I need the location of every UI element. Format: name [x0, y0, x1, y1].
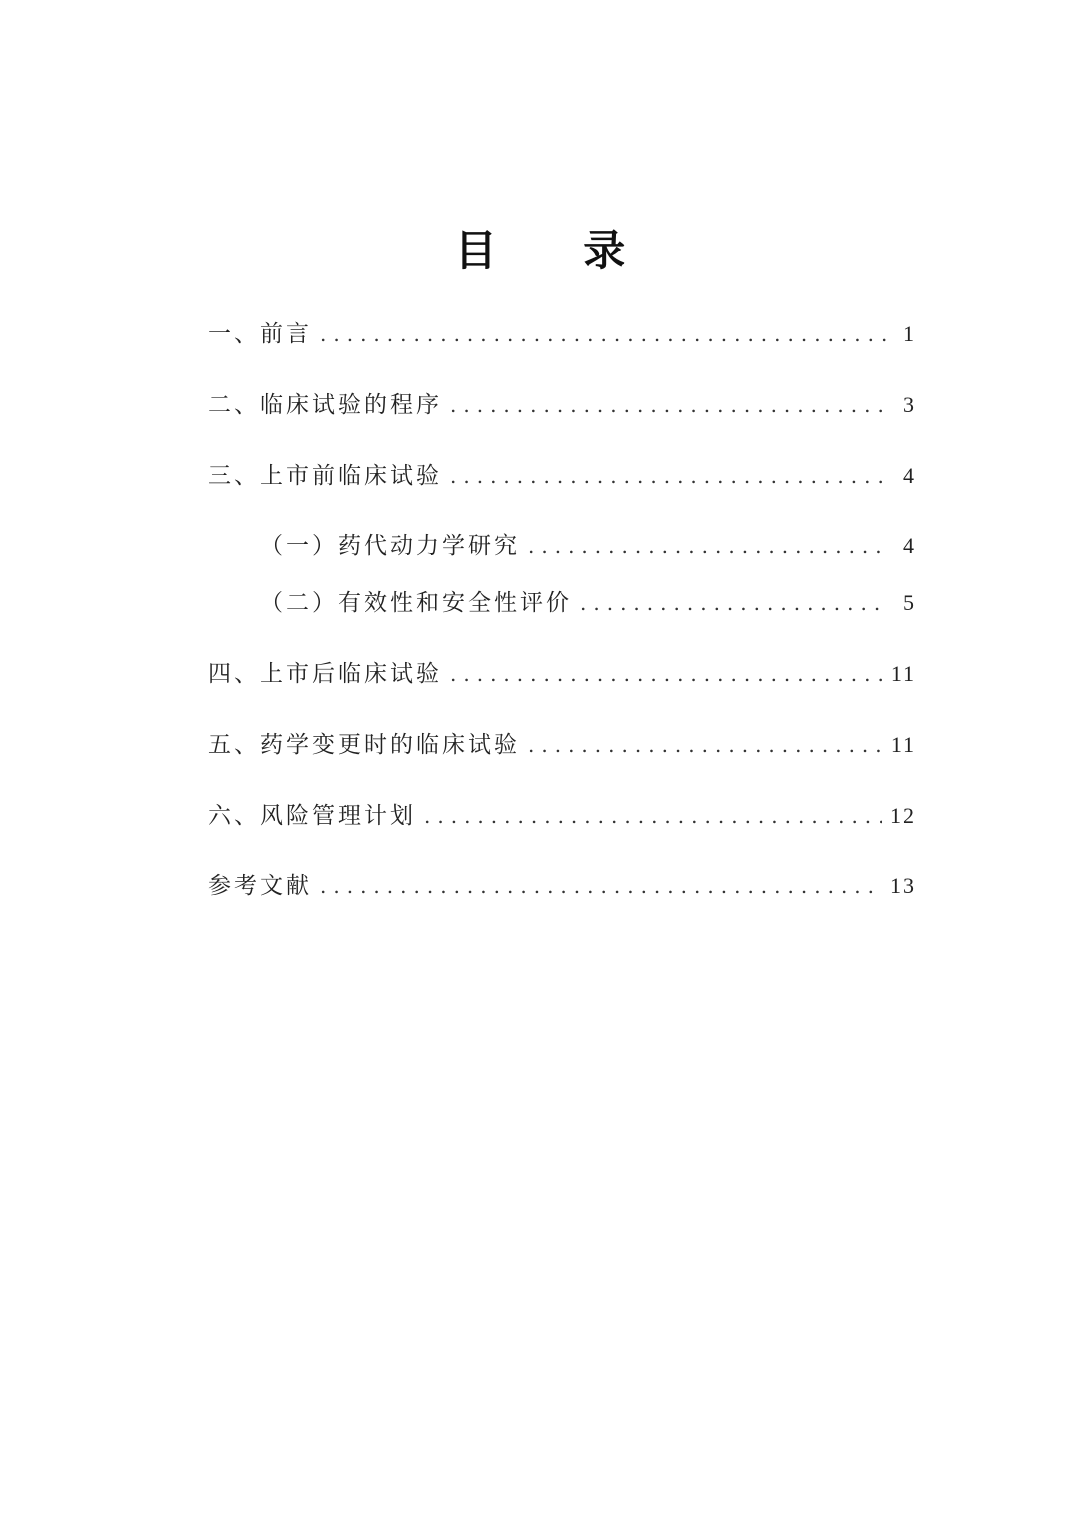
toc-entry-page: 11: [890, 732, 916, 757]
toc-entry-label: 四、上市后临床试验: [208, 661, 442, 687]
toc-leader-dots: [450, 388, 888, 422]
toc-entry[interactable]: [208, 459, 916, 493]
toc-entry[interactable]: [208, 728, 916, 762]
toc-entry[interactable]: [208, 869, 916, 903]
toc-entry-label: （一）药代动力学研究: [260, 533, 520, 559]
toc-entry-page: 4: [903, 463, 916, 488]
toc-entry[interactable]: [208, 799, 916, 833]
toc-leader-dots: [528, 728, 883, 762]
toc-leader-dots: [528, 529, 888, 563]
toc-leader-dots: [450, 657, 883, 691]
toc-leader-dots: [450, 459, 888, 493]
toc-entry-page: 3: [903, 392, 916, 417]
toc-entry-page: 11: [890, 661, 916, 686]
toc-entry[interactable]: [208, 388, 916, 422]
page-title: 目 录: [454, 226, 662, 275]
toc-entry-page: 5: [903, 590, 916, 615]
toc-entry-label: （二）有效性和安全性评价: [260, 590, 572, 616]
toc-entry-label: 一、前言: [208, 321, 312, 347]
toc-subentry[interactable]: [260, 586, 916, 620]
toc-leader-dots: [424, 799, 882, 833]
toc-entry-page: 13: [890, 873, 916, 898]
toc-leader-dots: [320, 317, 888, 351]
toc-entry-label: 五、药学变更时的临床试验: [208, 732, 520, 758]
toc-entry-page: 1: [903, 321, 916, 346]
toc-entry-label: 三、上市前临床试验: [208, 463, 442, 489]
toc-entry-label: 二、临床试验的程序: [208, 392, 442, 418]
toc-entry-page: 12: [890, 803, 916, 828]
toc-leader-dots: [580, 586, 888, 620]
toc-leader-dots: [320, 869, 882, 903]
toc-entry-label: 六、风险管理计划: [208, 803, 416, 829]
toc-entry[interactable]: [208, 657, 916, 691]
toc-entry[interactable]: [208, 317, 916, 351]
toc-subentry[interactable]: [260, 529, 916, 563]
toc-entry-page: 4: [903, 533, 916, 558]
toc-entry-label: 参考文献: [208, 873, 312, 899]
